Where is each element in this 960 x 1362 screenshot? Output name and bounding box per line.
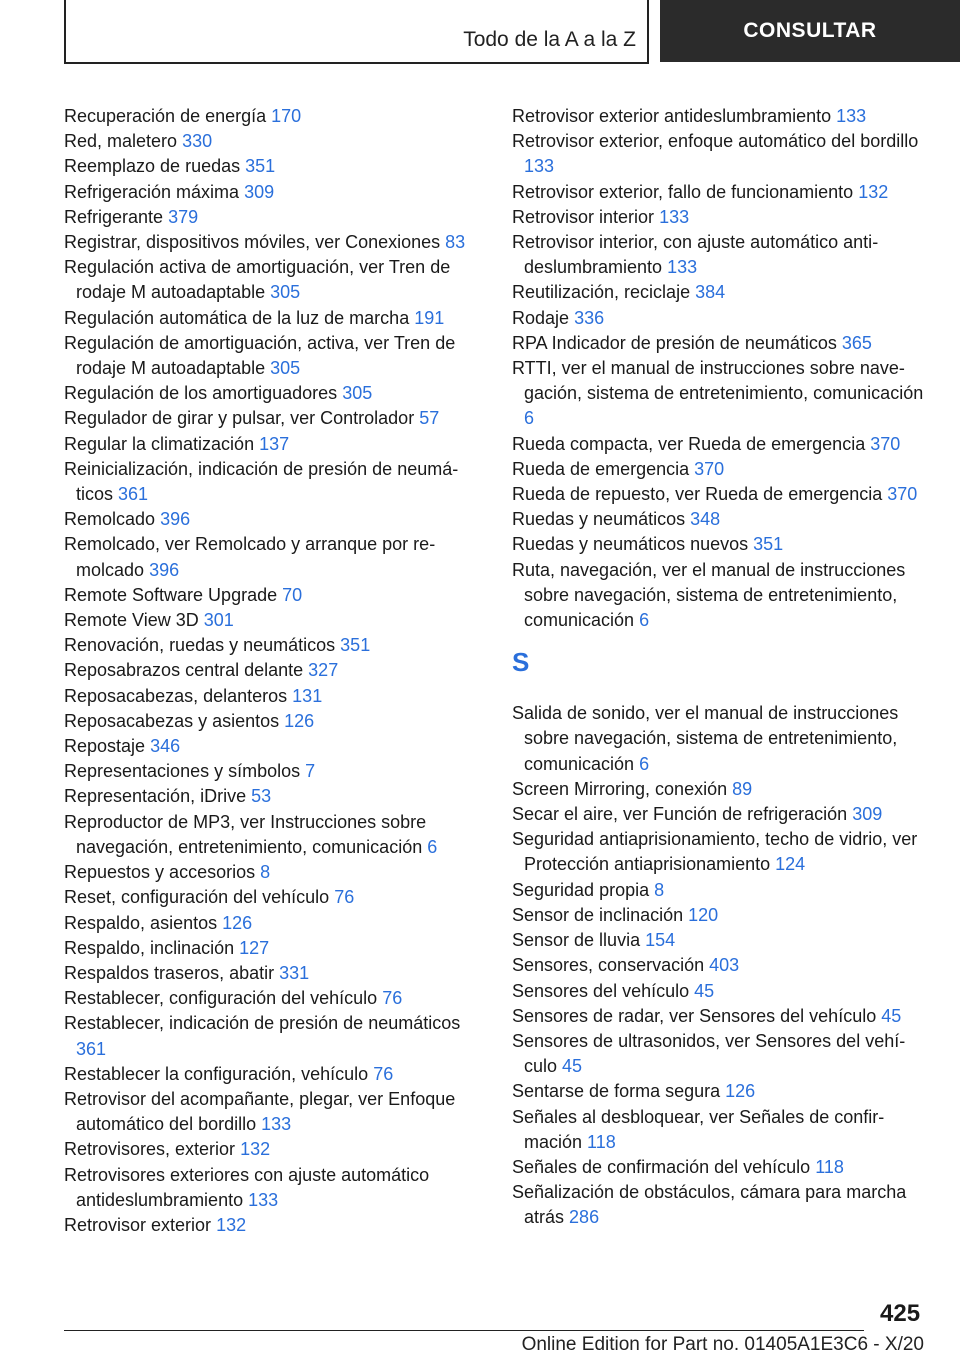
page-link[interactable]: 6 (524, 408, 535, 429)
index-entry (64, 406, 489, 431)
entry-text: Reutilización, reciclaje (512, 282, 691, 303)
entry-text: Rueda de emergencia (512, 458, 690, 479)
page-link[interactable]: 331 (279, 962, 310, 983)
index-entry (512, 104, 932, 129)
index-entry (512, 1155, 932, 1180)
index-entry (64, 104, 489, 129)
entry-text: Red, maletero (64, 131, 178, 152)
entry-text: Sensor de lluvia (512, 930, 641, 951)
index-entry (64, 684, 489, 709)
index-entry (64, 457, 489, 507)
index-entry (64, 759, 489, 784)
entry-text: Restablecer, indicación de presión de neumáticos (64, 1013, 461, 1034)
entry-text: Sensores, conservación (512, 955, 705, 976)
page-link[interactable]: 89 (732, 778, 753, 799)
page-link[interactable]: 384 (695, 282, 726, 303)
page-link[interactable]: 132 (858, 181, 889, 202)
page-link[interactable]: 57 (419, 408, 440, 429)
entry-text: Registrar, dispositivos móviles, ver Conexiones (64, 232, 441, 253)
entry-text: Remote Software Upgrade (64, 584, 278, 605)
entry-text: Respaldos traseros, abatir (64, 962, 275, 983)
entry-text: Regular la climatización (64, 433, 255, 454)
index-entry (512, 928, 932, 953)
page-link[interactable]: 351 (340, 635, 371, 656)
entry-text: Reemplazo de ruedas (64, 156, 241, 177)
entry-text: Seguridad antiaprisionamiento, techo de vidrio, ver Protección antiaprisionamiento (512, 829, 918, 875)
index-entry (512, 356, 932, 432)
entry-text: Rueda de repuesto, ver Rueda de emergencia (512, 484, 883, 505)
entry-text: Respaldo, inclinación (64, 937, 235, 958)
entry-text: Refrigerante (64, 206, 164, 227)
page-number: 425 (880, 1300, 921, 1327)
index-group-s (512, 701, 932, 1230)
page-link[interactable]: 6 (427, 836, 438, 857)
page-link[interactable]: 133 (524, 156, 555, 177)
entry-text: Sensores de radar, ver Sensores del vehículo (512, 1005, 877, 1026)
page-link[interactable]: 8 (260, 862, 271, 883)
page-link[interactable]: 403 (709, 955, 740, 976)
page-link[interactable]: 336 (574, 307, 605, 328)
index-group-r (512, 104, 932, 633)
page-link[interactable]: 133 (248, 1189, 279, 1210)
entry-text: Restablecer, configuración del vehículo (64, 988, 378, 1009)
index-entry (64, 1062, 489, 1087)
index-entry (512, 953, 932, 978)
page-link[interactable]: 361 (76, 1038, 107, 1059)
page-link[interactable]: 379 (168, 206, 199, 227)
page-link[interactable]: 133 (659, 206, 690, 227)
entry-text: Restablecer la configuración, vehículo (64, 1063, 369, 1084)
page-link[interactable]: 76 (373, 1063, 394, 1084)
entry-text: RTTI, ver el manual de instrucciones sobre navegación, sistema de entretenimiento, comunicación (512, 358, 924, 404)
entry-text: Representaciones y símbolos (64, 761, 301, 782)
index-entry (512, 306, 932, 331)
entry-text: Refrigeración máxima (64, 181, 240, 202)
entry-text: Retrovisores, exterior (64, 1139, 236, 1160)
entry-text: Regulación activa de amortiguación, ver Tren de rodaje M autoadaptable (64, 257, 451, 303)
entry-text: Reset, configuración del vehículo (64, 887, 330, 908)
consultar-tab[interactable]: CONSULTAR (660, 0, 960, 62)
page-link[interactable]: 346 (150, 736, 181, 757)
index-entry (512, 532, 932, 557)
page-link[interactable]: 154 (645, 930, 676, 951)
entry-text: Secar el aire, ver Función de refrigeración (512, 804, 848, 825)
entry-text: Salida de sonido, ver el manual de instrucciones sobre navegación, sistema de entretenimiento, comunicación (512, 703, 899, 774)
page-link[interactable]: 118 (815, 1156, 844, 1177)
page-link[interactable]: 76 (334, 887, 355, 908)
index-entry (512, 1079, 932, 1104)
index-entry (512, 903, 932, 928)
entry-text: Señales al desbloquear, ver Señales de confirmación (512, 1106, 885, 1152)
entry-text: Reposabrazos central delante (64, 660, 304, 681)
entry-text: Regulador de girar y pulsar, ver Controlador (64, 408, 415, 429)
entry-text: Regulación de los amortiguadores (64, 383, 338, 404)
entry-text: Rodaje (512, 307, 570, 328)
page-link[interactable]: 6 (639, 610, 650, 631)
index-entry (512, 802, 932, 827)
entry-text: Sensores de ultrasonidos, ver Sensores del vehículo (512, 1030, 906, 1077)
page-link[interactable]: 118 (587, 1131, 616, 1152)
header-bottom-rule (64, 62, 649, 64)
section-title: Todo de la A a la Z (463, 28, 636, 51)
page-link[interactable]: 53 (251, 786, 272, 807)
page-link[interactable]: 133 (836, 106, 867, 126)
page-link[interactable]: 132 (240, 1139, 271, 1160)
page-link[interactable]: 83 (445, 232, 466, 253)
index-entry (512, 777, 932, 802)
entry-text: Screen Mirroring, conexión (512, 778, 728, 799)
index-entry (64, 432, 489, 457)
entry-text: RPA Indicador de presión de neumáticos (512, 332, 837, 353)
index-entry (512, 432, 932, 457)
index-entry (512, 205, 932, 230)
index-entry (64, 381, 489, 406)
entry-text: Remolcado, ver Remolcado y arranque por remolcado (64, 534, 436, 580)
index-entry (512, 1180, 932, 1230)
page-link[interactable]: 133 (667, 257, 698, 278)
entry-text: Retrovisor exterior antideslumbramiento (512, 106, 832, 126)
index-entry (512, 129, 932, 179)
entry-text: Sentarse de forma segura (512, 1081, 721, 1102)
page-link[interactable]: 396 (160, 509, 191, 530)
index-entry (64, 709, 489, 734)
page-link[interactable]: 45 (694, 980, 715, 1001)
index-entry (512, 180, 932, 205)
index-entry (64, 658, 489, 683)
page-link[interactable]: 133 (261, 1114, 292, 1135)
entry-text: Repuestos y accesorios (64, 862, 256, 883)
entry-text: Ruedas y neumáticos nuevos (512, 534, 749, 555)
page-link[interactable]: 365 (841, 332, 872, 353)
index-entry (512, 482, 932, 507)
page-link[interactable]: 76 (382, 988, 403, 1009)
entry-text: Ruta, navegación, ver el manual de instrucciones sobre navegación, sistema de entretenimiento, comunicación (512, 559, 906, 631)
index-entry (64, 986, 489, 1011)
index-entry (512, 280, 932, 305)
index-entry (64, 306, 489, 331)
page-link[interactable]: 137 (259, 433, 290, 454)
entry-text: Retrovisor interior (512, 206, 655, 227)
entry-text: Reposacabezas, delanteros (64, 685, 288, 706)
page-link[interactable]: 370 (870, 433, 901, 454)
index-entry (512, 979, 932, 1004)
entry-text: Rueda compacta, ver Rueda de emergencia (512, 433, 866, 454)
index-entry (512, 558, 932, 634)
index-entry (512, 1004, 932, 1029)
page-link[interactable]: 170 (271, 106, 302, 126)
section-letter-s: S (512, 647, 530, 678)
index-entry (64, 633, 489, 658)
index-entry (64, 1137, 489, 1162)
index-entry (64, 1011, 489, 1061)
page-link[interactable]: 348 (690, 509, 721, 530)
index-entry (64, 532, 489, 582)
page-link[interactable]: 127 (239, 937, 270, 958)
index-entry (512, 827, 932, 877)
page-link[interactable]: 351 (753, 534, 784, 555)
entry-text: Regulación automática de la luz de marcha (64, 307, 410, 328)
index-entry (512, 331, 932, 356)
page-link[interactable]: 301 (203, 610, 234, 631)
page-link[interactable]: 45 (881, 1005, 902, 1026)
index-entry (64, 860, 489, 885)
index-entry (64, 205, 489, 230)
page-link[interactable]: 305 (270, 282, 301, 303)
index-entry (64, 1213, 489, 1238)
entry-text: Reposacabezas y asientos (64, 710, 280, 731)
index-entry (64, 961, 489, 986)
entry-text: Seguridad propia (512, 879, 650, 900)
index-entry (64, 608, 489, 633)
edition-text: Online Edition for Part no. 01405A1E3C6 - X/20 (521, 1334, 924, 1355)
index-entry (64, 1163, 489, 1213)
index-column-left (64, 104, 489, 1238)
index-entry (64, 331, 489, 381)
index-entry (64, 583, 489, 608)
index-entry (64, 911, 489, 936)
page-link[interactable]: 126 (725, 1081, 756, 1102)
page-link[interactable]: 309 (244, 181, 275, 202)
entry-text: Sensores del vehículo (512, 980, 690, 1001)
page-link[interactable]: 309 (852, 804, 883, 825)
page-link[interactable]: 45 (562, 1056, 583, 1077)
entry-text: Retrovisor del acompañante, plegar, ver Enfoque automático del bordillo (64, 1088, 456, 1135)
page-link[interactable]: 370 (887, 484, 918, 505)
index-entry (512, 878, 932, 903)
page-link[interactable]: 396 (149, 559, 180, 580)
index-entry (512, 701, 932, 777)
entry-text: Retrovisores exteriores con ajuste automático antideslumbramiento (64, 1164, 430, 1210)
footer-rule (64, 1330, 864, 1331)
page-link[interactable]: 305 (342, 383, 373, 404)
page-link[interactable]: 7 (305, 761, 316, 782)
index-column-right (512, 104, 932, 1231)
entry-text: Señales de confirmación del vehículo (512, 1156, 811, 1177)
index-entry (512, 457, 932, 482)
index-entry (64, 180, 489, 205)
entry-text: Remolcado (64, 509, 156, 530)
entry-text: Ruedas y neumáticos (512, 509, 686, 530)
entry-text: Respaldo, asientos (64, 912, 218, 933)
entry-text: Retrovisor exterior, enfoque automático del bordillo (512, 131, 919, 152)
page-link[interactable]: 126 (222, 912, 253, 933)
page-link[interactable]: 286 (569, 1207, 600, 1228)
page-link[interactable]: 8 (654, 879, 665, 900)
page-link[interactable]: 126 (284, 710, 315, 731)
index-entry (64, 129, 489, 154)
page-link[interactable]: 70 (282, 584, 303, 605)
entry-text: Renovación, ruedas y neumáticos (64, 635, 336, 656)
index-entry (64, 154, 489, 179)
index-entry (64, 507, 489, 532)
entry-text: Reinicialización, indicación de presión de neumáticos (64, 458, 459, 505)
page-link[interactable]: 6 (639, 753, 650, 774)
index-entry (512, 1105, 932, 1155)
page-link[interactable]: 330 (182, 131, 213, 152)
header-mid-rule (647, 0, 649, 64)
page-link[interactable]: 351 (245, 156, 276, 177)
page-link[interactable]: 327 (308, 660, 339, 681)
entry-text: Regulación de amortiguación, activa, ver Tren de rodaje M autoadaptable (64, 332, 456, 379)
index-entry (64, 885, 489, 910)
page-link[interactable]: 361 (118, 484, 149, 505)
entry-text: Recuperación de energía (64, 106, 267, 126)
entry-text: Remote View 3D (64, 610, 199, 631)
index-entry (512, 507, 932, 532)
index-entry (64, 255, 489, 305)
entry-text: Retrovisor interior, con ajuste automático antideslumbramiento (512, 232, 879, 278)
entry-text: Sensor de inclinación (512, 904, 684, 925)
entry-text: Señalización de obstáculos, cámara para marcha atrás (512, 1182, 907, 1228)
entry-text: Repostaje (64, 736, 146, 757)
page-link[interactable]: 370 (694, 458, 725, 479)
index-entry (64, 1087, 489, 1137)
page-link[interactable]: 120 (688, 904, 719, 925)
index-entry (64, 784, 489, 809)
index-entry (64, 230, 489, 255)
index-entry (512, 230, 932, 280)
page-link[interactable]: 305 (270, 358, 301, 379)
entry-text: Retrovisor exterior (64, 1214, 212, 1235)
page-link[interactable]: 124 (775, 854, 806, 875)
entry-text: Retrovisor exterior, fallo de funcionamiento (512, 181, 854, 202)
entry-text: Representación, iDrive (64, 786, 247, 807)
index-entry (64, 810, 489, 860)
entry-text: Reproductor de MP3, ver Instrucciones sobre navegación, entretenimiento, comunicación (64, 811, 427, 857)
page-link[interactable]: 131 (292, 685, 323, 706)
index-entry (64, 936, 489, 961)
page-link[interactable]: 191 (414, 307, 445, 328)
page-link[interactable]: 132 (216, 1214, 247, 1235)
index-entry (512, 1029, 932, 1079)
index-entry (64, 734, 489, 759)
